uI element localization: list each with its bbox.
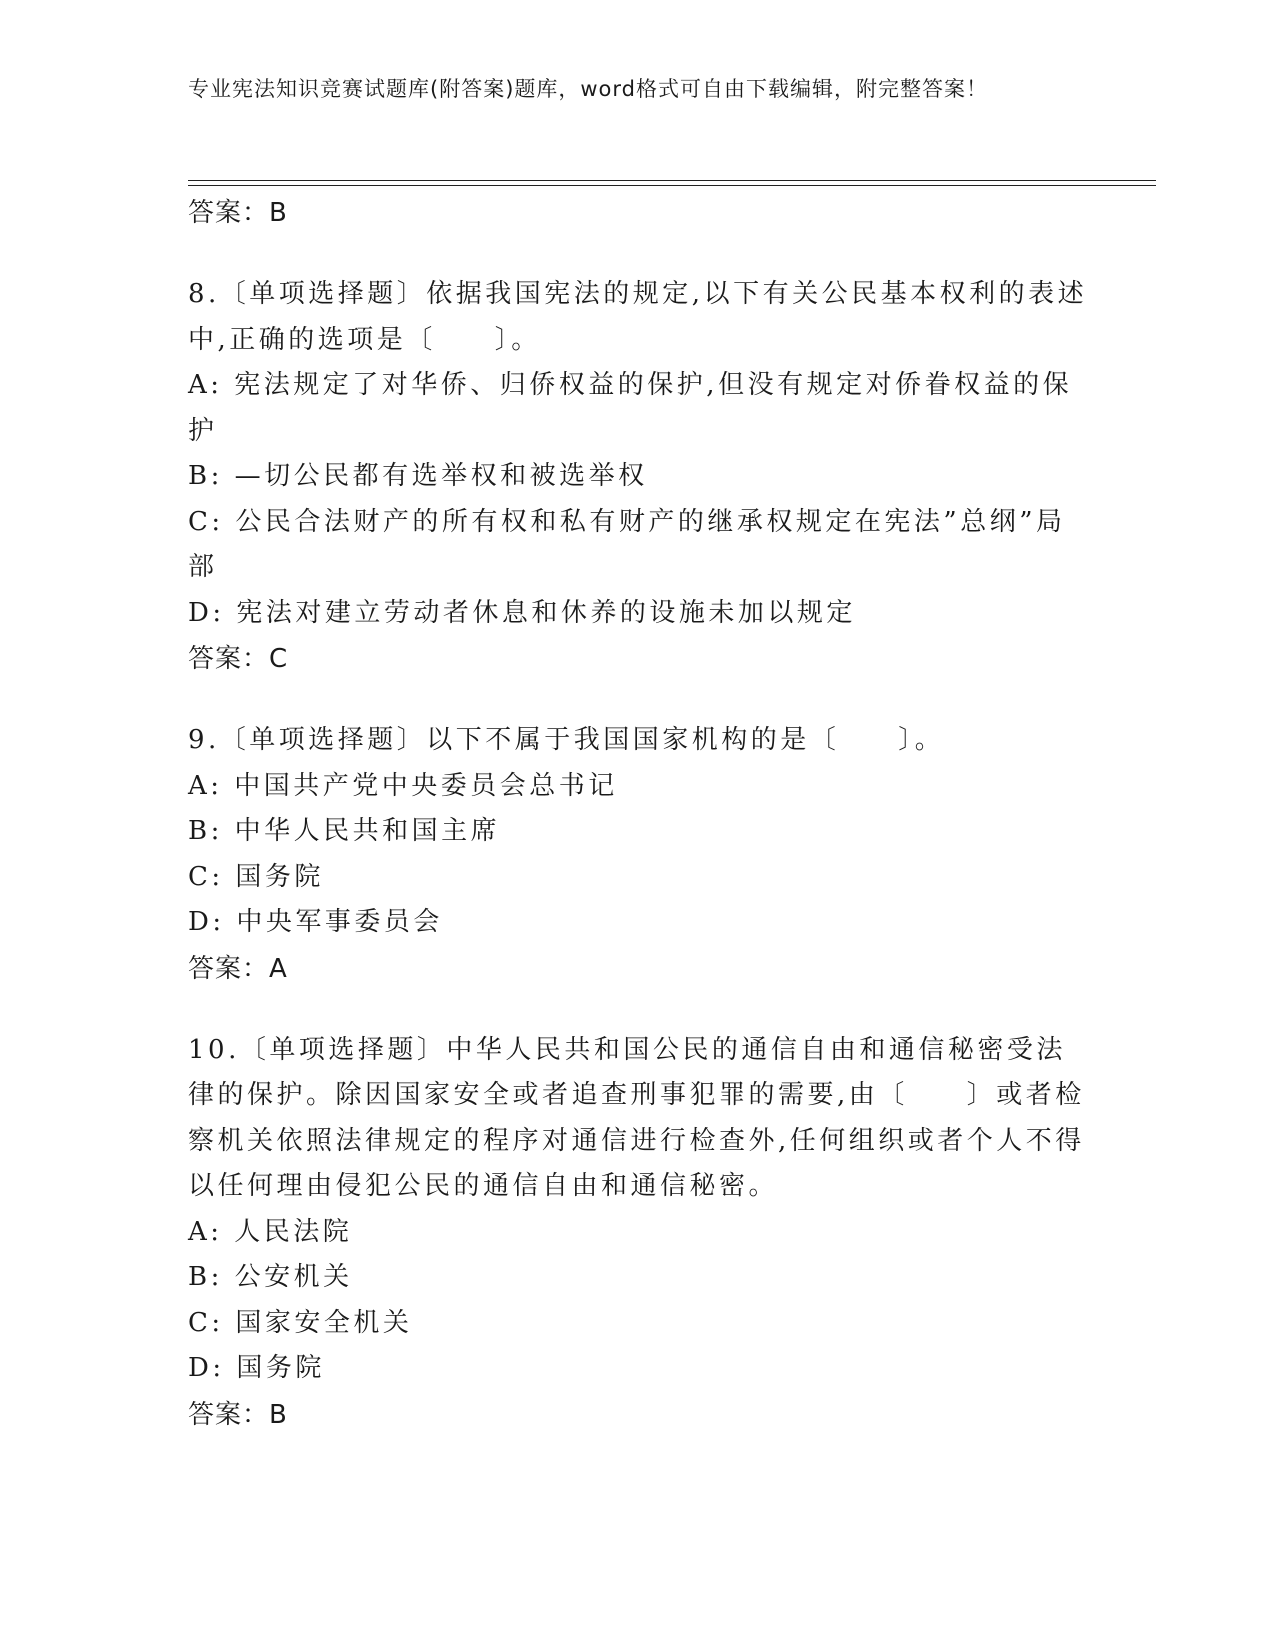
option-b: B: 公安机关	[188, 1262, 353, 1292]
question-stem: 10.〔单项选择题〕中华人民共和国公民的通信自由和通信秘密受法律的保护。除因国家安全或者追查刑事犯罪的需要,由〔 〕或者检察机关依照法律规定的程序对通信进行检查外,任何组织或者个人不得以任何理由侵犯公民的通信自由和通信秘密。	[188, 1034, 1085, 1201]
page-header: 专业宪法知识竞赛试题库(附答案)题库，word格式可自由下载编辑，附完整答案！	[188, 77, 989, 101]
answer: 答案：A	[188, 953, 288, 984]
option-b: B: 中华人民共和国主席	[188, 816, 501, 846]
option-list	[188, 764, 1088, 946]
header-divider-bottom	[188, 185, 1156, 186]
option-a: A: 中国共产党中央委员会总书记	[188, 770, 618, 801]
option-a: A: 宪法规定了对华侨、归侨权益的保护,但没有规定对侨眷权益的保护	[188, 370, 1073, 446]
option-c: C: 公民合法财产的所有权和私有财产的继承权规定在宪法”总纲”局部	[188, 506, 1066, 582]
option-c: C: 国家安全机关	[188, 1307, 413, 1338]
question-stem: 8.〔单项选择题〕依据我国宪法的规定,以下有关公民基本权利的表述中,正确的选项是〔 〕。	[188, 279, 1088, 355]
header-divider-top	[188, 180, 1156, 181]
option-list	[188, 363, 1088, 636]
option-c: C: 国务院	[188, 861, 324, 892]
option-a: A: 人民法院	[188, 1216, 353, 1247]
question-10	[188, 1028, 1088, 1438]
previous-answer: 答案：B	[188, 198, 288, 228]
option-d: D: 国务院	[188, 1353, 325, 1383]
option-b: B: —切公民都有选举权和被选举权	[188, 461, 648, 491]
question-9	[188, 718, 1088, 992]
option-list	[188, 1210, 1088, 1392]
answer: 答案：B	[188, 1399, 288, 1430]
option-d: D: 宪法对建立劳动者休息和休养的设施未加以规定	[188, 597, 856, 628]
question-list	[188, 190, 1088, 1438]
question-stem: 9.〔单项选择题〕以下不属于我国国家机构的是〔 〕。	[188, 725, 945, 755]
answer: 答案：C	[188, 644, 289, 674]
question-8	[188, 272, 1088, 682]
option-d: D: 中央军事委员会	[188, 907, 443, 937]
